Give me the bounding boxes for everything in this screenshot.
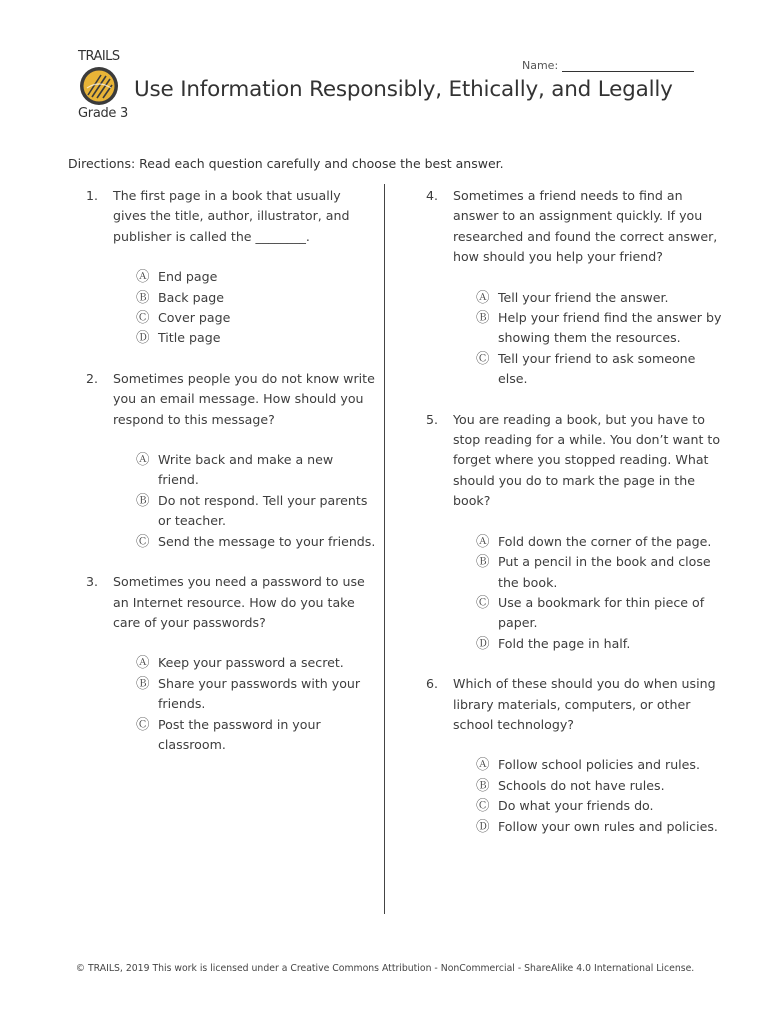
option-text: Tell your friend to ask someone else. [498,350,696,387]
option-text: Fold the page in half. [498,635,631,651]
answer-option[interactable] [476,817,726,837]
question-text: Sometimes people you do not know write you an email message. How should you respond to this message? [113,370,375,427]
answer-option[interactable] [476,308,726,349]
option-bubble[interactable]: Ⓑ [136,675,150,692]
answer-options [426,755,726,837]
option-bubble[interactable]: Ⓒ [476,350,490,367]
option-bubble[interactable]: Ⓒ [136,533,150,550]
answer-options [86,267,376,349]
answer-option[interactable] [136,450,376,491]
option-bubble[interactable]: Ⓑ [136,492,150,509]
option-bubble[interactable]: Ⓑ [476,554,490,571]
answer-option[interactable] [136,491,376,532]
right-question-column [426,186,726,857]
option-text: Cover page [158,310,231,326]
answer-option[interactable] [476,796,726,816]
answer-option[interactable] [136,328,376,348]
answer-option[interactable] [476,755,726,775]
option-bubble[interactable]: Ⓑ [476,310,490,327]
answer-option[interactable] [136,288,376,308]
column-divider [384,184,385,914]
answer-option[interactable] [476,349,726,390]
option-text: Keep your password a secret. [158,655,344,671]
option-text: Send the message to your friends. [158,533,376,549]
question-block [86,572,376,755]
option-bubble[interactable]: Ⓐ [476,533,490,550]
option-bubble[interactable]: Ⓐ [136,452,150,469]
name-field[interactable] [522,59,694,72]
option-text: Put a pencil in the book and close the book. [498,554,711,590]
option-bubble[interactable]: Ⓒ [136,716,150,733]
question-text: Which of these should you do when using library materials, computers, or other school technology? [453,676,716,732]
trails-seal-icon [79,66,119,106]
question-block [86,186,376,349]
option-text: Use a bookmark for thin piece of paper. [498,594,705,631]
answer-options [86,450,376,552]
answer-option[interactable] [476,634,726,654]
option-text: Write back and make a new friend. [158,452,334,488]
option-text: Title page [158,330,221,346]
answer-option[interactable] [136,308,376,328]
left-question-column [86,186,376,775]
answer-option[interactable] [136,653,376,673]
answer-option[interactable] [136,674,376,715]
option-bubble[interactable]: Ⓓ [476,635,490,652]
option-bubble[interactable]: Ⓒ [476,798,490,815]
question-block [426,674,726,837]
question-number: 5. [426,411,439,427]
option-bubble[interactable]: Ⓒ [136,310,150,327]
option-bubble[interactable]: Ⓑ [476,777,490,794]
name-label: Name: [522,59,559,72]
question-number: 2. [86,370,99,386]
option-bubble[interactable]: Ⓓ [136,330,150,347]
answer-option[interactable] [136,715,376,756]
option-bubble[interactable]: Ⓐ [476,757,490,774]
name-blank-line [562,60,694,72]
answer-options [86,653,376,755]
answer-option[interactable] [476,532,726,552]
answer-options [426,532,726,654]
question [86,186,376,247]
option-bubble[interactable]: Ⓑ [136,289,150,306]
question-block [86,369,376,552]
question-block [426,410,726,654]
option-text: Share your passwords with your friends. [158,675,361,712]
option-bubble[interactable]: Ⓐ [136,655,150,672]
question [426,410,726,512]
option-text: End page [158,269,218,285]
directions-text: Directions: Read each question carefully and choose the best answer. [68,156,504,171]
question-text: The first page in a book that usually gives the title, author, illustrator, and publisher is called the ________. [113,188,350,244]
question-text: Sometimes a friend needs to find an answer to an assignment quickly. If you researched and found the correct answer, how should you help your friend? [453,188,718,265]
question [426,674,726,735]
option-bubble[interactable]: Ⓐ [476,289,490,306]
page-title: Use Information Responsibly, Ethically, and Legally [134,77,673,102]
question-number: 1. [86,188,99,203]
answer-option[interactable] [476,776,726,796]
license-footer: © TRAILS, 2019 This work is licensed under a Creative Commons Attribution - NonCommercial - ShareAlike 4.0 International License. [75,963,695,974]
option-text: Do not respond. Tell your parents or teacher. [158,492,368,529]
option-text: Fold down the corner of the page. [498,533,712,549]
question [426,186,726,268]
question-text: You are reading a book, but you have to stop reading for a while. You don’t want to forget where you stopped reading. What should you do to mark the page in the book? [453,411,721,509]
logo-grade: Grade 3 [78,106,128,121]
question-number: 3. [86,574,99,590]
option-text: Schools do not have rules. [498,777,665,793]
option-text: Post the password in your classroom. [158,716,321,752]
option-bubble[interactable]: Ⓐ [136,269,150,286]
question [86,369,376,430]
question-block [426,186,726,390]
answer-option[interactable] [136,532,376,552]
option-text: Back page [158,289,225,305]
option-text: Do what your friends do. [498,798,654,814]
answer-option[interactable] [476,552,726,593]
option-bubble[interactable]: Ⓓ [476,818,490,835]
answer-option[interactable] [136,267,376,287]
logo-wordmark: TRAILS [78,49,120,64]
option-bubble[interactable]: Ⓒ [476,594,490,611]
option-text: Help your friend find the answer by showing them the resources. [498,310,722,346]
trails-logo [78,50,136,121]
answer-option[interactable] [476,593,726,634]
question-number: 4. [426,188,439,203]
answer-options [426,288,726,390]
option-text: Follow your own rules and policies. [498,818,718,834]
answer-option[interactable] [476,288,726,308]
option-text: Follow school policies and rules. [498,757,700,773]
question [86,572,376,633]
question-text: Sometimes you need a password to use an Internet resource. How do you take care of your passwords? [113,574,365,630]
question-number: 6. [426,676,439,692]
option-text: Tell your friend the answer. [498,289,669,305]
